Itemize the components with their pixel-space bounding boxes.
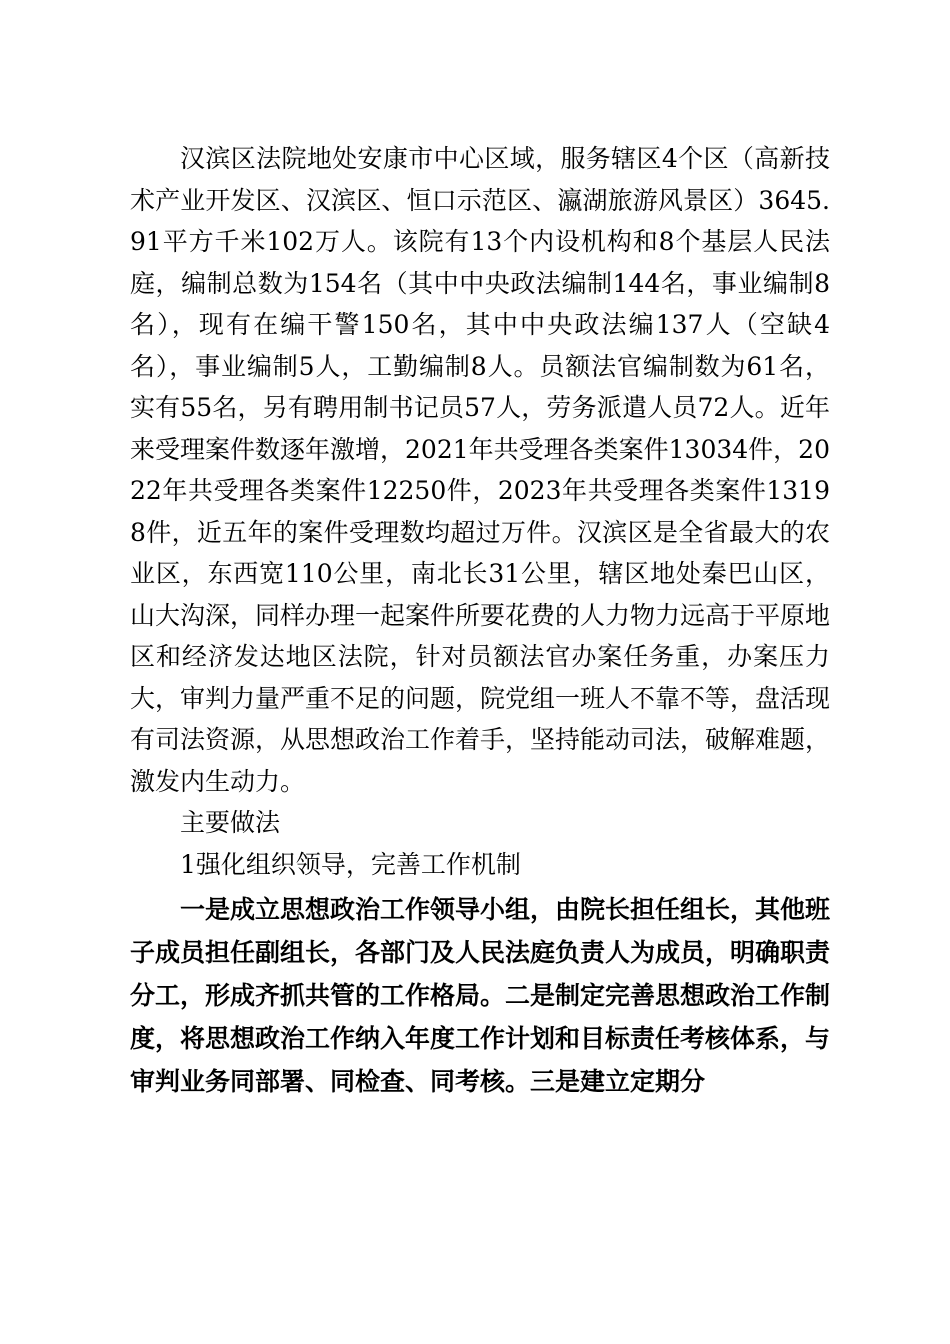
section-heading: 主要做法 — [180, 808, 281, 837]
bold-paragraph: 一是成立思想政治工作领导小组，由院长担任组长，其他班子成员担任副组长，各部门及人民法庭负责人为成员，明确职责分工，形成齐抓共管的工作格局。二是制定完善思想政治工作制度，将思想政治工作纳入年度工作计划和目标责任考核体系，与审判业务同部署、同检查、同考核。三是建立定期分 — [130, 895, 831, 1096]
intro-paragraph: 汉滨区法院地处安康市中心区域，服务辖区4个区（高新技术产业开发区、汉滨区、恒口示范区、瀛湖旅游风景区）3645.91平方千米102万人。该院有13个内设机构和8个基层人民法庭，编制总数为154名（其中中央政法编制144名，事业编制8名），现有在编干警150名，其中中央政法编137人（空缺4名），事业编制5人，工勤编制8人。员额法官编制数为61名，实有55名，另有聘用制书记员57人，劳务派遣人员72人。近年来受理案件数逐年激增，2021年共受理各类案件13034件，2022年共受理各类案件12250件，2023年共受理各类案件13198件，近五年的案件受理数均超过万件。汉滨区是全省最大的农业区，东西宽110公里，南北长31公里，辖区地处秦巴山区，山大沟深，同样办理一起案件所要花费的人力物力远高于平原地区和经济发达地区法院，针对员额法官办案任务重，办案压力大，审判力量严重不足的问题，院党组一班人不靠不等，盘活现有司法资源，从思想政治工作着手，坚持能动司法，破解难题，激发内生动力。 — [130, 144, 831, 796]
document-page — [130, 138, 830, 1103]
subsection-heading: 1强化组织领导，完善工作机制 — [180, 849, 521, 879]
